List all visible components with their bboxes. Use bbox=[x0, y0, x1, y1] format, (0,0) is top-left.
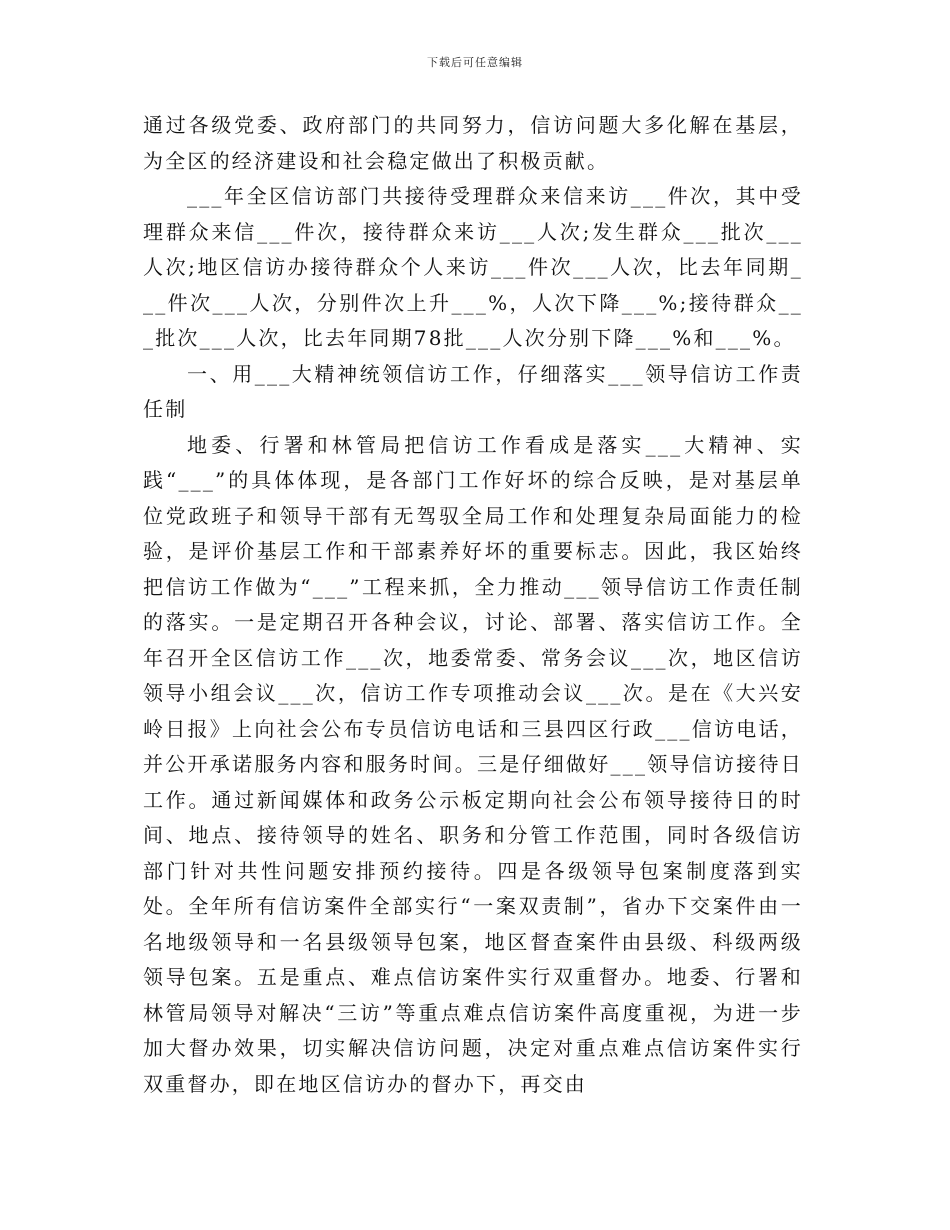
document-body bbox=[143, 108, 803, 1102]
section-heading-1: 一、用___大精神统领信访工作，仔细落实___领导信访工作责任制 bbox=[143, 361, 803, 421]
page-header: 下载后可任意编辑 bbox=[427, 56, 523, 69]
paragraph-intro-continuation: 通过各级党委、政府部门的共同努力，信访问题大多化解在基层，为全区的经济建设和社会稳定做出了积极贡献。 bbox=[143, 113, 803, 173]
paragraph-statistics: ___年全区信访部门共接待受理群众来信来访___件次，其中受理群众来信___件次，接待群众来访___人次;发生群众___批次___人次;地区信访办接待群众个人来访___件次___人次，比去年同期___件次___人次，分别件次上升___%，人次下降___%;接待群众___批次___人次，比去年同期78批___人次分别下降___%和___%。 bbox=[143, 184, 803, 350]
paragraph-section-1-body: 地委、行署和林管局把信访工作看成是落实___大精神、实践“___”的具体体现，是各部门工作好坏的综合反映，是对基层单位党政班子和领导干部有无驾驭全局工作和处理复杂局面能力的检验，是评价基层工作和干部素养好坏的重要标志。因此，我区始终把信访工作做为“___”工程来抓，全力推动___领导信访工作责任制的落实。一是定期召开各种会议，讨论、部署、落实信访工作。全年召开全区信访工作___次，地委常委、常务会议___次，地区信访领导小组会议___次，信访工作专项推动会议___次。是在《大兴安岭日报》上向社会公布专员信访电话和三县四区行政___信访电话，并公开承诺服务内容和服务时间。三是仔细做好___领导信访接待日工作。通过新闻媒体和政务公示板定期向社会公布领导接待日的时间、地点、接待领导的姓名、职务和分管工作范围，同时各级信访部门针对共性问题安排预约接待。四是各级领导包案制度落到实处。全年所有信访案件全部实行“一案双责制”，省办下交案件由一名地级领导和一名县级领导包案，地区督查案件由县级、科级两级领导包案。五是重点、难点信访案件实行双重督办。地委、行署和林管局领导对解决“三访”等重点难点信访案件高度重视，为进一步加大督办效果，切实解决信访问题，决定对重点难点信访案件实行双重督办，即在地区信访办的督办下，再交由 bbox=[143, 432, 803, 1096]
